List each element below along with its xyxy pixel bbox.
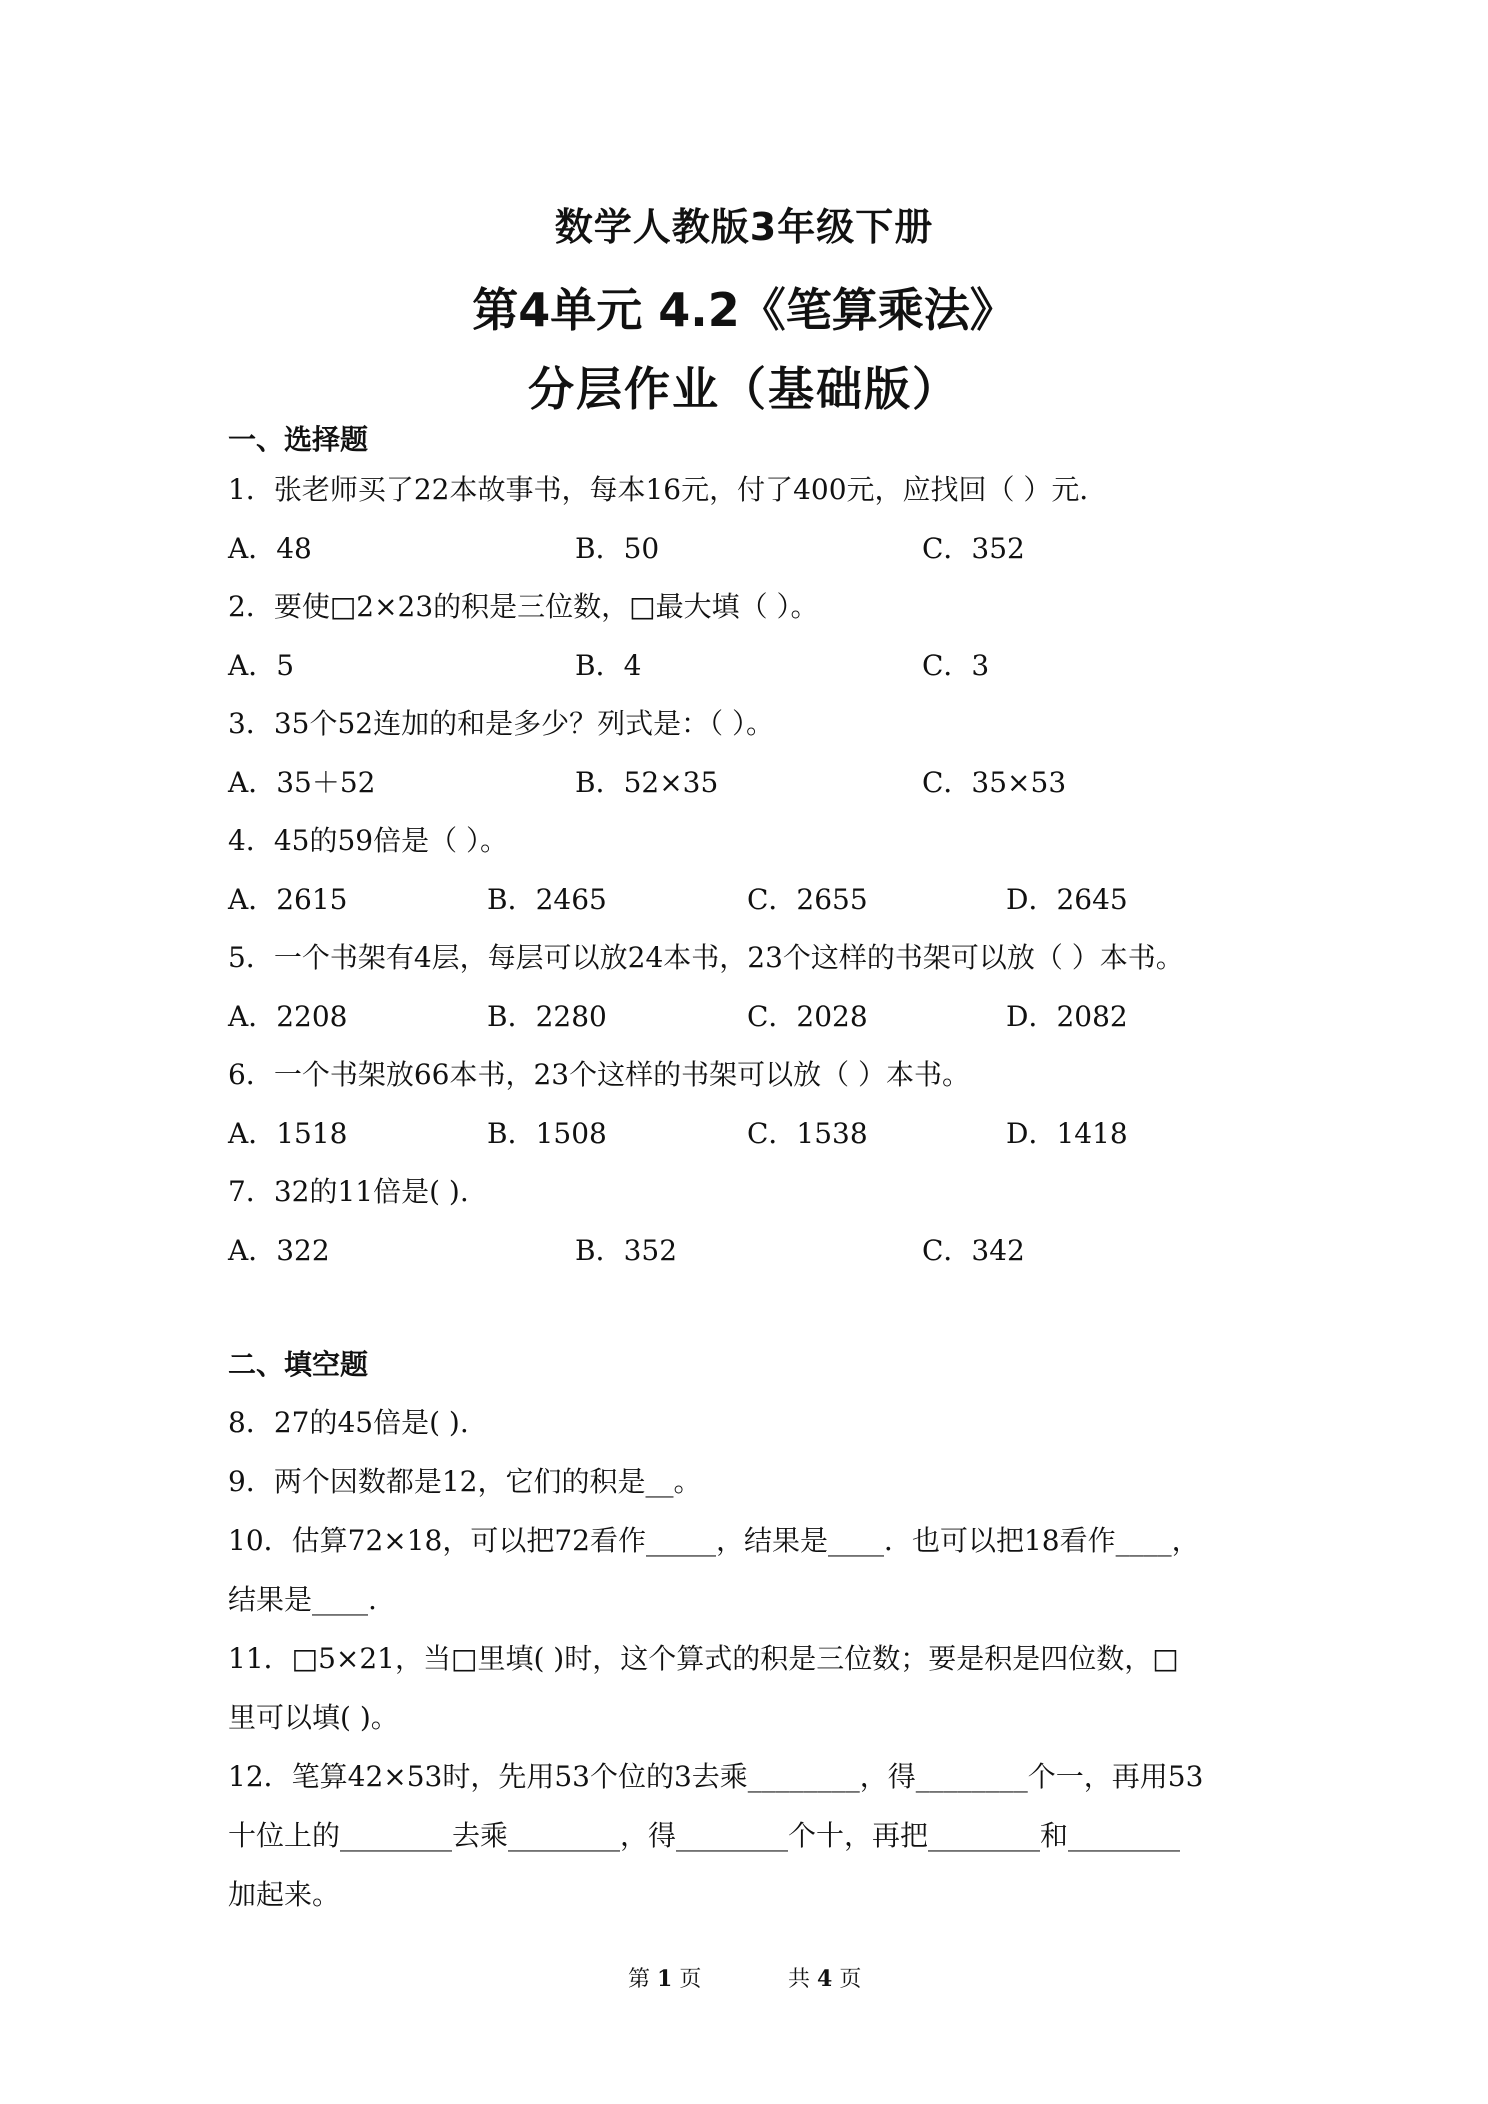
q5-option-d: D．2082 <box>1006 1000 1128 1033</box>
page-total <box>788 1962 861 1993</box>
q2-option-c: C．3 <box>922 649 990 682</box>
q2-option-b: B．4 <box>575 649 642 682</box>
question-12: 12．笔算42×53时，先用53个位的3去乘________，得________个一，再用53 <box>228 1760 1204 1793</box>
footer-total-pages: 4 <box>817 1966 833 1992</box>
q1-option-b: B．50 <box>575 532 660 565</box>
q1-option-c: C．352 <box>922 532 1025 565</box>
q4-option-d: D．2645 <box>1006 883 1128 916</box>
q5-option-c: C．2028 <box>747 1000 868 1033</box>
section-heading-choice: 一、选择题 <box>228 423 369 456</box>
question-2: 2．要使□2×23的积是三位数，□最大填（ ）。 <box>228 590 819 623</box>
q2-option-a: A．5 <box>228 649 295 682</box>
q5-option-a: A．2208 <box>228 1000 348 1033</box>
q6-option-a: A．1518 <box>228 1117 348 1150</box>
q4-option-b: B．2465 <box>487 883 607 916</box>
question-11-continued: 里可以填( )。 <box>228 1701 399 1734</box>
document-title-level: 分层作业（基础版） <box>528 362 960 416</box>
q6-option-b: B．1508 <box>487 1117 607 1150</box>
question-11: 11．□5×21，当□里填( )时，这个算式的积是三位数；要是积是四位数，□ <box>228 1642 1179 1675</box>
question-12-continued: 十位上的________去乘________，得________个十，再把________和________ <box>228 1819 1181 1852</box>
question-12-end: 加起来。 <box>228 1878 341 1911</box>
q3-option-a: A．35＋52 <box>228 766 376 799</box>
q1-option-a: A．48 <box>228 532 312 565</box>
q4-option-a: A．2615 <box>228 883 348 916</box>
document-title-grade: 数学人教版3年级下册 <box>554 205 934 249</box>
q3-option-c: C．35×53 <box>922 766 1067 799</box>
section-heading-fill: 二、填空题 <box>228 1348 369 1381</box>
document-title-unit: 第4单元 4.2《笔算乘法》 <box>472 283 1016 337</box>
question-5: 5．一个书架有4层，每层可以放24本书，23个这样的书架可以放（ ）本书。 <box>228 941 1184 974</box>
footer-current-page: 1 <box>657 1966 673 1992</box>
question-8: 8．27的45倍是( ). <box>228 1406 469 1439</box>
question-4: 4．45的59倍是（ ）。 <box>228 824 508 857</box>
footer-total-prefix: 共 <box>788 1967 811 1992</box>
footer-page-suffix: 页 <box>679 1967 702 1992</box>
q4-option-c: C．2655 <box>747 883 868 916</box>
q3-option-b: B．52×35 <box>575 766 719 799</box>
q7-option-c: C．342 <box>922 1234 1025 1267</box>
q5-option-b: B．2280 <box>487 1000 607 1033</box>
page-number <box>628 1962 701 1993</box>
question-1: 1．张老师买了22本故事书，每本16元，付了400元，应找回（ ）元． <box>228 473 1108 506</box>
question-10: 10．估算72×18，可以把72看作_____，结果是____．也可以把18看作____， <box>228 1524 1200 1557</box>
q6-option-c: C．1538 <box>747 1117 868 1150</box>
q6-option-d: D．1418 <box>1006 1117 1128 1150</box>
q7-option-b: B．352 <box>575 1234 678 1267</box>
q7-option-a: A．322 <box>228 1234 330 1267</box>
question-9: 9．两个因数都是12，它们的积是__。 <box>228 1465 702 1498</box>
footer-page-prefix: 第 <box>628 1967 651 1992</box>
footer-total-suffix: 页 <box>839 1967 862 1992</box>
question-10-continued: 结果是____. <box>228 1583 377 1616</box>
question-7: 7．32的11倍是( ). <box>228 1175 469 1208</box>
question-6: 6．一个书架放66本书，23个这样的书架可以放（ ）本书。 <box>228 1058 970 1091</box>
question-3: 3．35个52连加的和是多少？列式是：（ ）。 <box>228 707 774 740</box>
